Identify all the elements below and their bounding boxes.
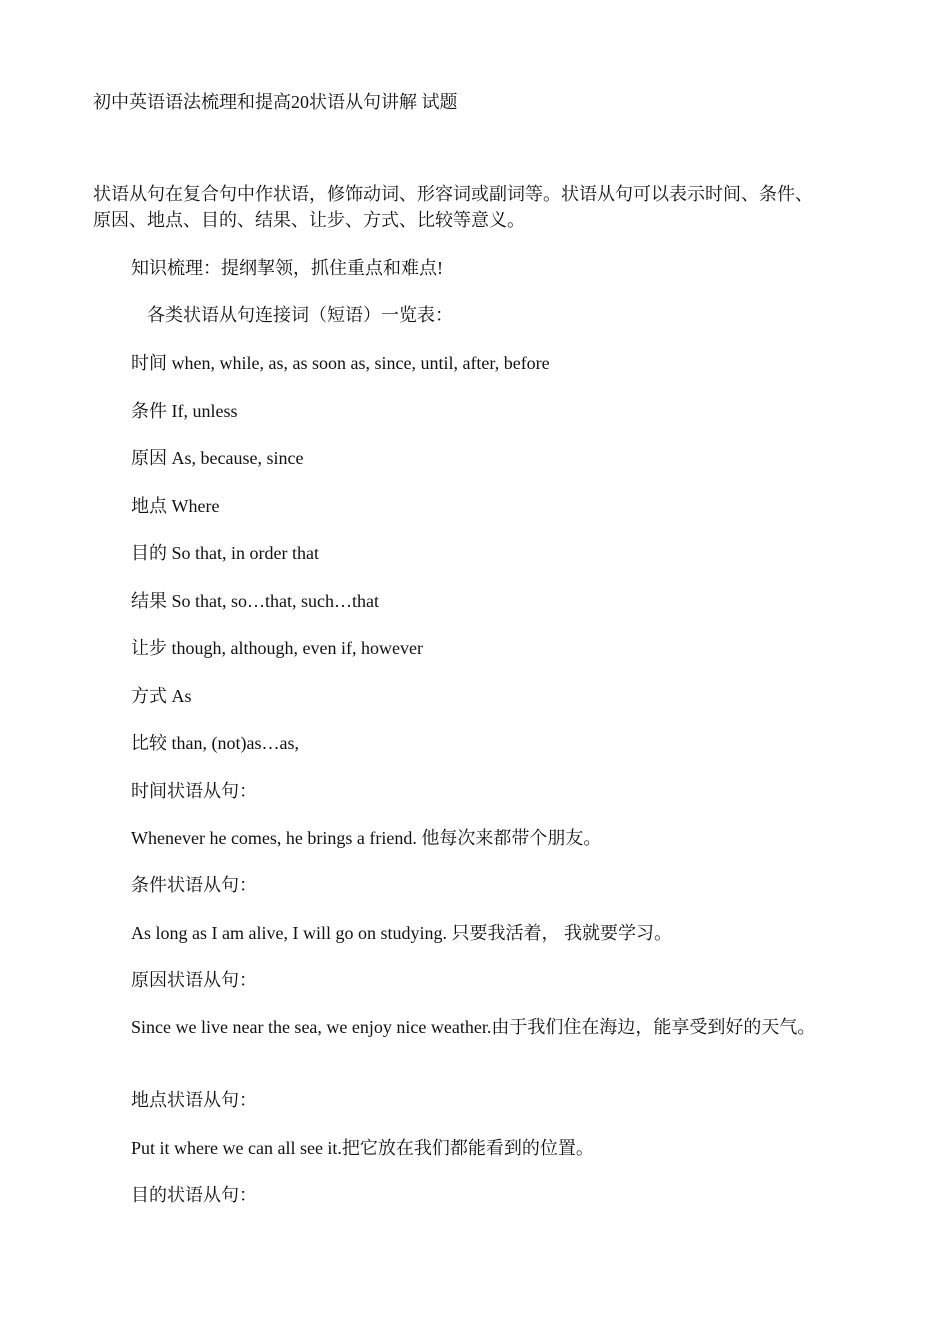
section-heading-place: 地点状语从句：	[131, 1090, 257, 1110]
section-heading-reason: 原因状语从句：	[131, 970, 257, 990]
connective-time: 时间 when, while, as, as soon as, since, until, after, before	[131, 353, 550, 373]
section-heading-condition: 条件状语从句：	[131, 875, 257, 895]
document-title: 初中英语语法梳理和提高20状语从句讲解 试题	[93, 92, 458, 112]
connectives-table-heading: 各类状语从句连接词（短语）一览表：	[147, 305, 453, 325]
connective-result: 结果 So that, so…that, such…that	[131, 591, 379, 611]
example-condition: As long as I am alive, I will go on studying. 只要我活着， 我就要学习。	[131, 923, 672, 943]
example-reason: Since we live near the sea, we enjoy nice weather.由于我们住在海边，能享受到好的天气。	[131, 1017, 816, 1037]
knowledge-heading: 知识梳理：提纲挈领，抓住重点和难点!	[131, 258, 443, 278]
connective-reason: 原因 As, because, since	[131, 448, 304, 468]
intro-paragraph: 状语从句在复合句中作状语，修饰动词、形容词或副词等。状语从句可以表示时间、条件、原因、地点、目的、结果、让步、方式、比较等意义。	[93, 184, 813, 230]
example-place: Put it where we can all see it.把它放在我们都能看到的位置。	[131, 1138, 594, 1158]
connective-manner: 方式 As	[131, 686, 192, 706]
example-time: Whenever he comes, he brings a friend. 他每次来都带个朋友。	[131, 828, 602, 848]
connective-purpose: 目的 So that, in order that	[131, 543, 319, 563]
connective-place: 地点 Where	[131, 496, 220, 516]
section-heading-time: 时间状语从句：	[131, 781, 257, 801]
connective-concession: 让步 though, although, even if, however	[131, 638, 423, 658]
connective-condition: 条件 If, unless	[131, 401, 238, 421]
connective-comparison: 比较 than, (not)as…as,	[131, 733, 299, 753]
section-heading-purpose: 目的状语从句：	[131, 1185, 257, 1205]
